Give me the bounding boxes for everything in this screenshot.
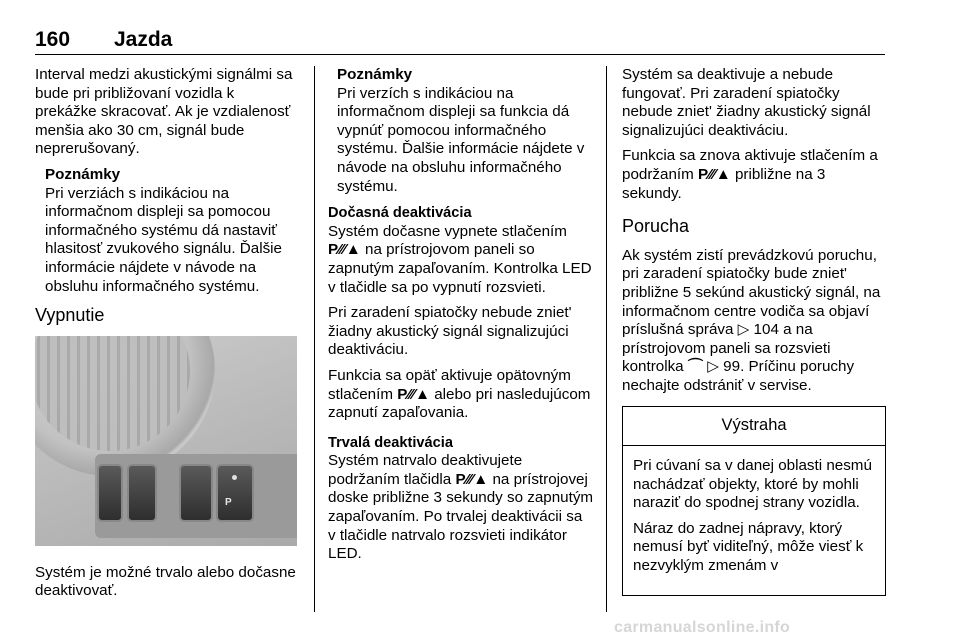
note-block: [337, 66, 594, 196]
page-reference-link[interactable]: ▷ 104: [737, 321, 779, 339]
subheading-permanent: Trvalá deaktivácia: [328, 434, 453, 451]
section-heading-porucha: Porucha: [622, 216, 690, 237]
note-block: [45, 166, 297, 296]
switch-image: [127, 464, 157, 522]
led-indicator: [232, 475, 237, 480]
paragraph: Systém sa deaktivuje a nebude fungovať. Pri zaradení spiatočky nebude zniet' žiadny akustický signál signalizujúci deaktiváciu.: [622, 66, 871, 139]
warning-paragraph: Pri cúvaní sa v danej oblasti nesmú nachádzať objekty, ktoré by mohli naraziť do spodnej strany vozidla.: [633, 457, 872, 512]
column-2: [328, 66, 594, 571]
paragraph: Pri zaradení spiatočky nebude zniet' žiadny akustický signál signalizujúci deaktiváciu.: [328, 304, 572, 359]
note-title: Poznámky: [45, 165, 121, 183]
parking-sensor-warning-icon: ⌒: [687, 358, 704, 376]
paragraph: Ak systém zistí prevádzkovú poruchu, pri zaradení spiatočky bude zniet' približne 5 sekúnd akustický signál, na informačnom centre vodiča sa objaví príslušná správa ▷ 104 a na prístrojovom paneli sa rozsvieti kontrolka ⌒ ▷ 99. Príčinu poruchy nechajte odstrániť v servise.: [622, 246, 881, 394]
chapter-title: Jazda: [114, 28, 173, 51]
note-text: Pri verzích s indikáciou na informačnom displeji sa funkcia dá vypnúť pomocou informačného systému. Ďalšie informácie nájdete v návode na obsluhu informačného systému.: [337, 84, 585, 195]
site-watermark: carmanualsonline.info: [614, 619, 791, 636]
switch-image: [97, 464, 123, 522]
switch-image: [179, 464, 213, 522]
section-heading-vypnutie: Vypnutie: [35, 305, 105, 326]
page-header: [35, 26, 885, 55]
column-divider: [314, 66, 315, 612]
page-number: 160: [35, 28, 71, 51]
column-3: [622, 66, 886, 596]
parking-assist-icon: P⁄⁄⁄▲: [328, 241, 361, 259]
page-reference-link[interactable]: ▷ 99: [707, 358, 741, 376]
paragraph: Funkcia sa znova aktivuje stlačením a podržaním P⁄⁄⁄▲ približne na 3 sekundy.: [622, 147, 878, 202]
column-1: [35, 66, 297, 608]
note-title: Poznámky: [337, 66, 413, 83]
subheading-temporary: Dočasná deaktivácia: [328, 205, 472, 222]
parking-assist-icon: P: [225, 496, 232, 508]
parking-assist-icon: P⁄⁄⁄▲: [697, 165, 731, 183]
warning-box: [622, 406, 886, 596]
dashboard-switch-photo: [35, 336, 297, 546]
intro-paragraph: Interval medzi akustickými signálmi sa bude pri približovaní vozidla k prekážke skracovať. Ak je vzdialenosť menšia ako 30 cm, signál bude neprerušovaný.: [35, 66, 293, 158]
warning-paragraph: Náraz do zadnej nápravy, ktorý nemusí byť viditeľný, môže viesť k nezvyklým zmenám v: [633, 519, 864, 575]
paragraph: Funkcia sa opäť aktivuje opätovným stlačením P⁄⁄⁄▲ alebo pri nasledujúcom zapnutí zapaľovania.: [328, 366, 591, 422]
parking-assist-icon: P⁄⁄⁄▲: [397, 385, 430, 403]
warning-body: [623, 446, 885, 576]
paragraph: Systém dočasne vypnete stlačením P⁄⁄⁄▲ na prístrojovom paneli so zapnutým zapaľovaním. Kontrolka LED v tlačidle sa po vypnutí rozsvieti.: [328, 222, 592, 296]
paragraph: Systém je možné trvalo alebo dočasne deaktivovať.: [35, 563, 296, 600]
parking-assist-button-image: [216, 464, 254, 522]
column-divider: [606, 66, 607, 612]
note-text: Pri verziách s indikáciou na informačnom displeji sa pomocou informačného systému dá nastaviť hlasitosť zvukového signálu. Ďalšie informácie nájdete v návode na obsluhu informačného systému.: [45, 184, 283, 295]
paragraph: Systém natrvalo deaktivujete podržaním tlačidla P⁄⁄⁄▲ na prístrojovej doske približne 3 sekundy so zapnutým zapaľovaním. Po trvalej deaktivácii sa v tlačidle natrvalo rozsvieti indikátor LED.: [328, 452, 594, 563]
warning-title: Výstraha: [623, 407, 885, 447]
parking-assist-icon: P⁄⁄⁄▲: [455, 470, 489, 488]
